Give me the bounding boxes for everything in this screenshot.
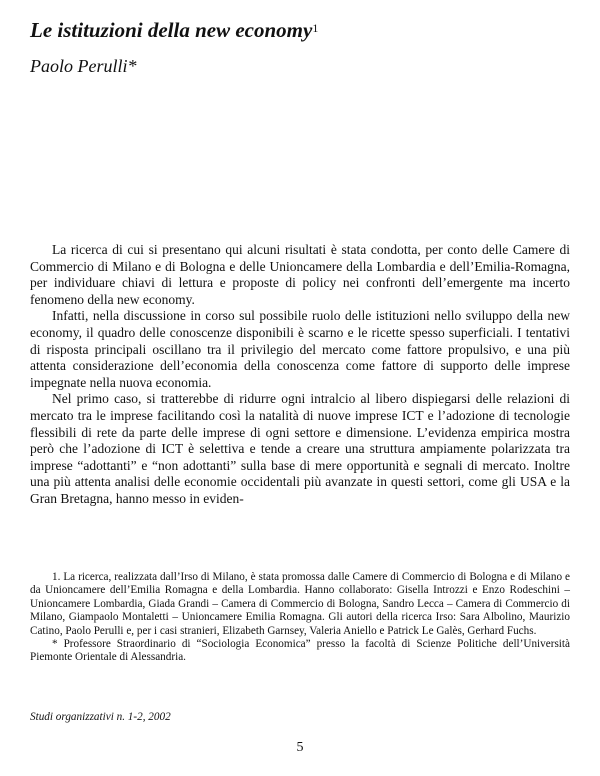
article-title-text: Le istituzioni della new economy bbox=[30, 18, 313, 42]
article-title bbox=[30, 17, 318, 43]
paragraph-3: Nel primo caso, si tratterebbe di ridurre ogni intralcio al libero dispiegarsi delle relazioni di mercato tra le imprese facilitando così la natalità di nuove imprese ICT e l’adozione di tecnologie flessibili di rete da parte delle imprese di ogni settore e dimensione. L’evidenza empirica mostra però che l’adozione di ICT è selettiva e tende a creare una struttura ampiamente polarizzata tra imprese “adottanti” e “non adottanti” sulla base di mere opportunità e segnali di mercato. Inoltre una più attenta analisi delle economie occidentali più avanzate in questi settori, come gli USA e la Gran Bretagna, hanno messo in eviden- bbox=[30, 391, 570, 506]
footnote-1: 1. La ricerca, realizzata dall’Irso di Milano, è stata promossa dalle Camere di Commercio di Bologna e di Milano e da Unioncamere dell’Emilia Romagna e della Lombardia. Hanno collaborato: Gisella Introzzi e Enzo Rodeschini – Unioncamere Lombardia, Giada Grandi – Camera di Commercio di Bologna, Sandro Lecca – Camera di Commercio di Milano, Giampaolo Montaletti – Unioncamere Emilia Romagna. Gli autori della ricerca Irso: Sara Albolino, Maurizio Catino, Paolo Perulli e, per i casi stranieri, Elizabeth Garnsey, Valeria Aniello e Patrick Le Galès, Gerhard Fuchs. bbox=[30, 571, 570, 637]
page-number: 5 bbox=[296, 740, 304, 755]
footnote-author: * Professore Straordinario di “Sociologia Economica” presso la facoltà di Scienze Politiche dell’Università Piemonte Orientale di Alessandria. bbox=[30, 638, 570, 664]
author-name: Paolo Perulli* bbox=[30, 56, 137, 76]
body-text bbox=[30, 242, 570, 508]
paragraph-1: La ricerca di cui si presentano qui alcuni risultati è stata condotta, per conto delle Camere di Commercio di Milano e di Bologna e delle Unioncamere della Lombardia e dell’Emilia-Romagna, per individuare chiavi di lettura e proposte di policy nei confronti dell’emergente ma incerto fenomeno della new economy. bbox=[30, 242, 570, 307]
footnotes bbox=[30, 571, 570, 665]
title-footnote-ref: 1 bbox=[312, 21, 319, 35]
journal-reference: Studi organizzativi n. 1-2, 2002 bbox=[30, 711, 171, 723]
paragraph-2: Infatti, nella discussione in corso sul possibile ruolo delle istituzioni nello sviluppo della new economy, il quadro delle conoscenze disponibili è scarno e le ricette spesso superficiali. I tentativi di risposta principali oscillano tra il privilegio del mercato come fattore propulsivo, e una più attenta considerazione dell’economia della conoscenza come fattore di supporto delle imprese impegnate nella nuova economia. bbox=[30, 308, 570, 390]
